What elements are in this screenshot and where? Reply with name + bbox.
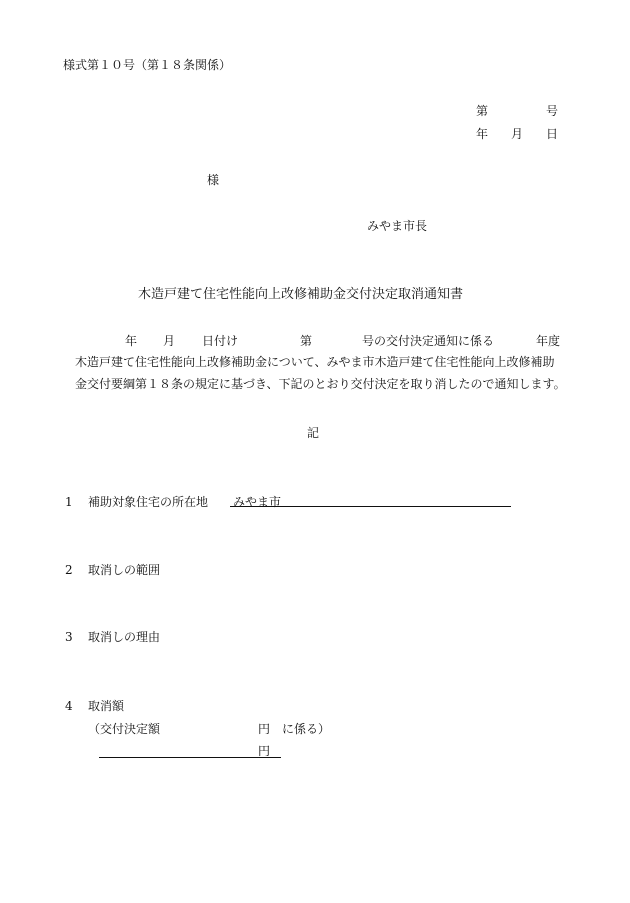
item-2-number: 2 xyxy=(65,563,73,577)
body-line-2: 木造戸建て住宅性能向上改修補助金について、みやま市木造戸建て住宅性能向上改修補助 xyxy=(75,355,555,369)
date-month: 月 xyxy=(511,127,524,141)
doc-number-go: 号 xyxy=(546,104,559,118)
amount-related: に係る） xyxy=(282,722,331,736)
body-fiscal-year: 年度 xyxy=(536,334,561,348)
date-year: 年 xyxy=(476,127,489,141)
doc-number-dai: 第 xyxy=(476,104,489,118)
item-1-value: みやま市 xyxy=(233,495,282,509)
item-4-number: 4 xyxy=(65,699,73,713)
ki-heading: 記 xyxy=(307,426,320,440)
issuer: みやま市長 xyxy=(367,219,428,233)
body-go-text: 号の交付決定通知に係る xyxy=(362,334,495,348)
item-1-number: 1 xyxy=(65,495,73,509)
amount-yen: 円 xyxy=(258,722,271,736)
item-3-number: 3 xyxy=(65,630,73,644)
amount-open-label: （交付決定額 xyxy=(88,722,161,736)
address-underline xyxy=(230,506,511,507)
body-year: 年 xyxy=(125,334,138,348)
item-1-label: 補助対象住宅の所在地 xyxy=(88,495,209,509)
date-day: 日 xyxy=(546,127,559,141)
item-4-label: 取消額 xyxy=(88,699,125,713)
body-month: 月 xyxy=(163,334,176,348)
body-dated: 日付け xyxy=(202,334,239,348)
item-3-label: 取消しの理由 xyxy=(88,630,161,644)
item-2-label: 取消しの範囲 xyxy=(88,563,161,577)
amount-underline xyxy=(99,757,281,758)
body-dai: 第 xyxy=(300,334,313,348)
body-line-3: 金交付要綱第１８条の規定に基づき、下記のとおり交付決定を取り消したので通知します。 xyxy=(75,377,566,391)
amount-yen-2: 円 xyxy=(258,744,271,758)
form-label: 様式第１０号（第１８条関係） xyxy=(63,58,232,72)
recipient-suffix: 様 xyxy=(207,173,220,187)
page-title: 木造戸建て住宅性能向上改修補助金交付決定取消通知書 xyxy=(138,287,464,302)
